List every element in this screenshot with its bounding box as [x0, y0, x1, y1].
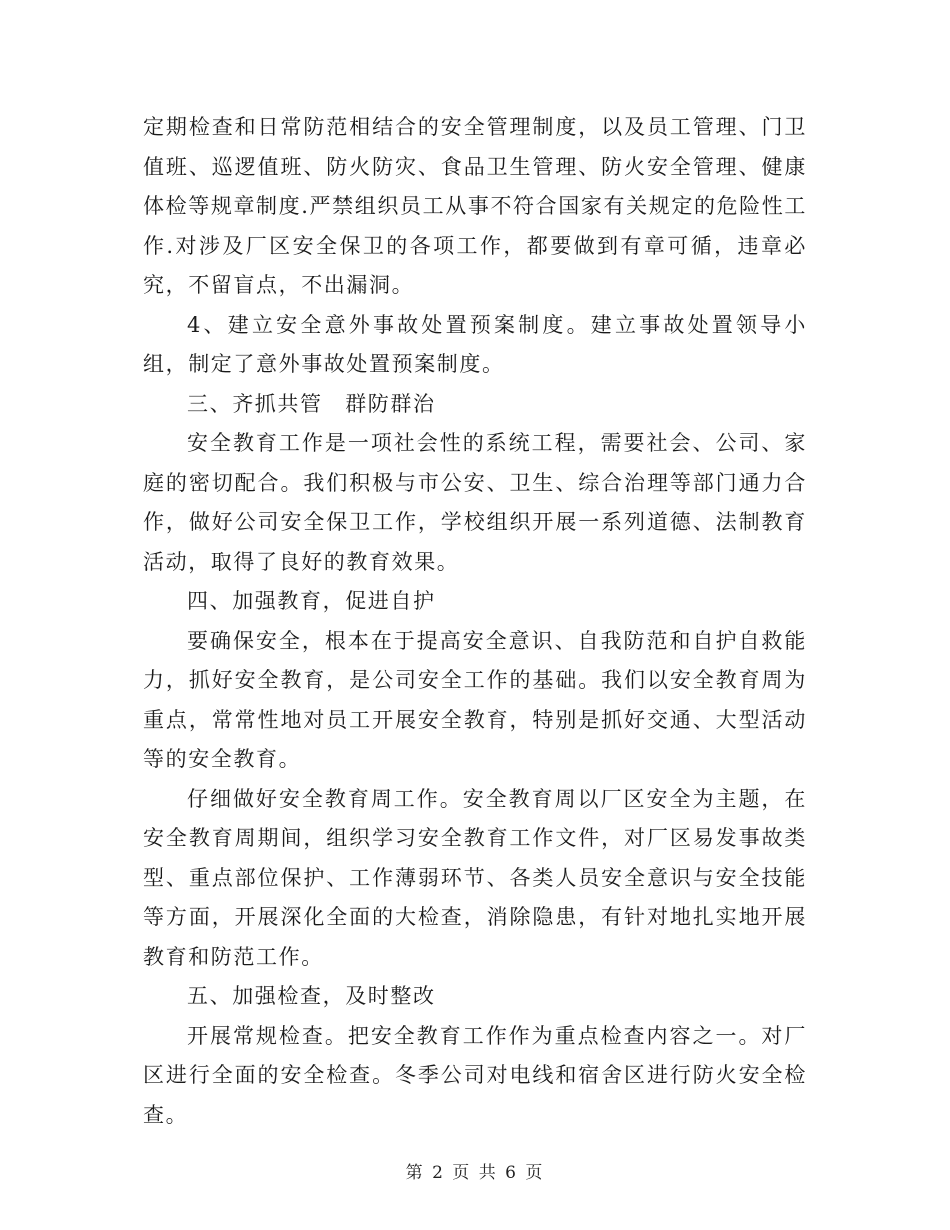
section-heading-five: 五、加强检查，及时整改 — [187, 984, 436, 1008]
section-heading-three: 三、齐抓共管 群防群治 — [187, 391, 436, 416]
paragraph-routine-inspection: 开展常规检查。把安全教育工作作为重点检查内容之一。对厂区进行全面的安全检查。冬季公司对电线和宿舍区进行防火安全检查。 — [143, 1023, 807, 1127]
paragraph-accident-plan: 4、建立安全意外事故处置预案制度。建立事故处置领导小组，制定了意外事故处置预案制度。 — [143, 312, 807, 376]
section-heading-four: 四、加强教育，促进自护 — [187, 589, 436, 613]
paragraph-education-week: 仔细做好安全教育周工作。安全教育周以厂区安全为主题，在安全教育周期间，组织学习安全教育工作文件，对厂区易发事故类型、重点部位保护、工作薄弱环节、各类人员安全意识与安全技能等方面，开展深化全面的大检查，消除隐患，有针对地扎实地开展教育和防范工作。 — [143, 786, 807, 969]
paragraph-safety-education: 要确保安全，根本在于提高安全意识、自我防范和自护自救能力，抓好安全教育，是公司安全工作的基础。我们以安全教育周为重点，常常性地对员工开展安全教育，特别是抓好交通、大型活动等的安全教育。 — [143, 628, 807, 771]
page-number-footer: 第 2 页 共 6 页 — [405, 1163, 545, 1183]
document-body — [143, 108, 807, 1135]
paragraph-safety-rules: 定期检查和日常防范相结合的安全管理制度，以及员工管理、门卫值班、巡逻值班、防火防灾、食品卫生管理、防火安全管理、健康体检等规章制度.严禁组织员工从事不符合国家有关规定的危险性工作.对涉及厂区安全保卫的各项工作，都要做到有章可循，违章必究，不留盲点，不出漏洞。 — [143, 115, 807, 297]
paragraph-cooperation: 安全教育工作是一项社会性的系统工程，需要社会、公司、家庭的密切配合。我们积极与市公安、卫生、综合治理等部门通力合作，做好公司安全保卫工作，学校组织开展一系列道德、法制教育活动，取得了良好的教育效果。 — [143, 431, 807, 574]
